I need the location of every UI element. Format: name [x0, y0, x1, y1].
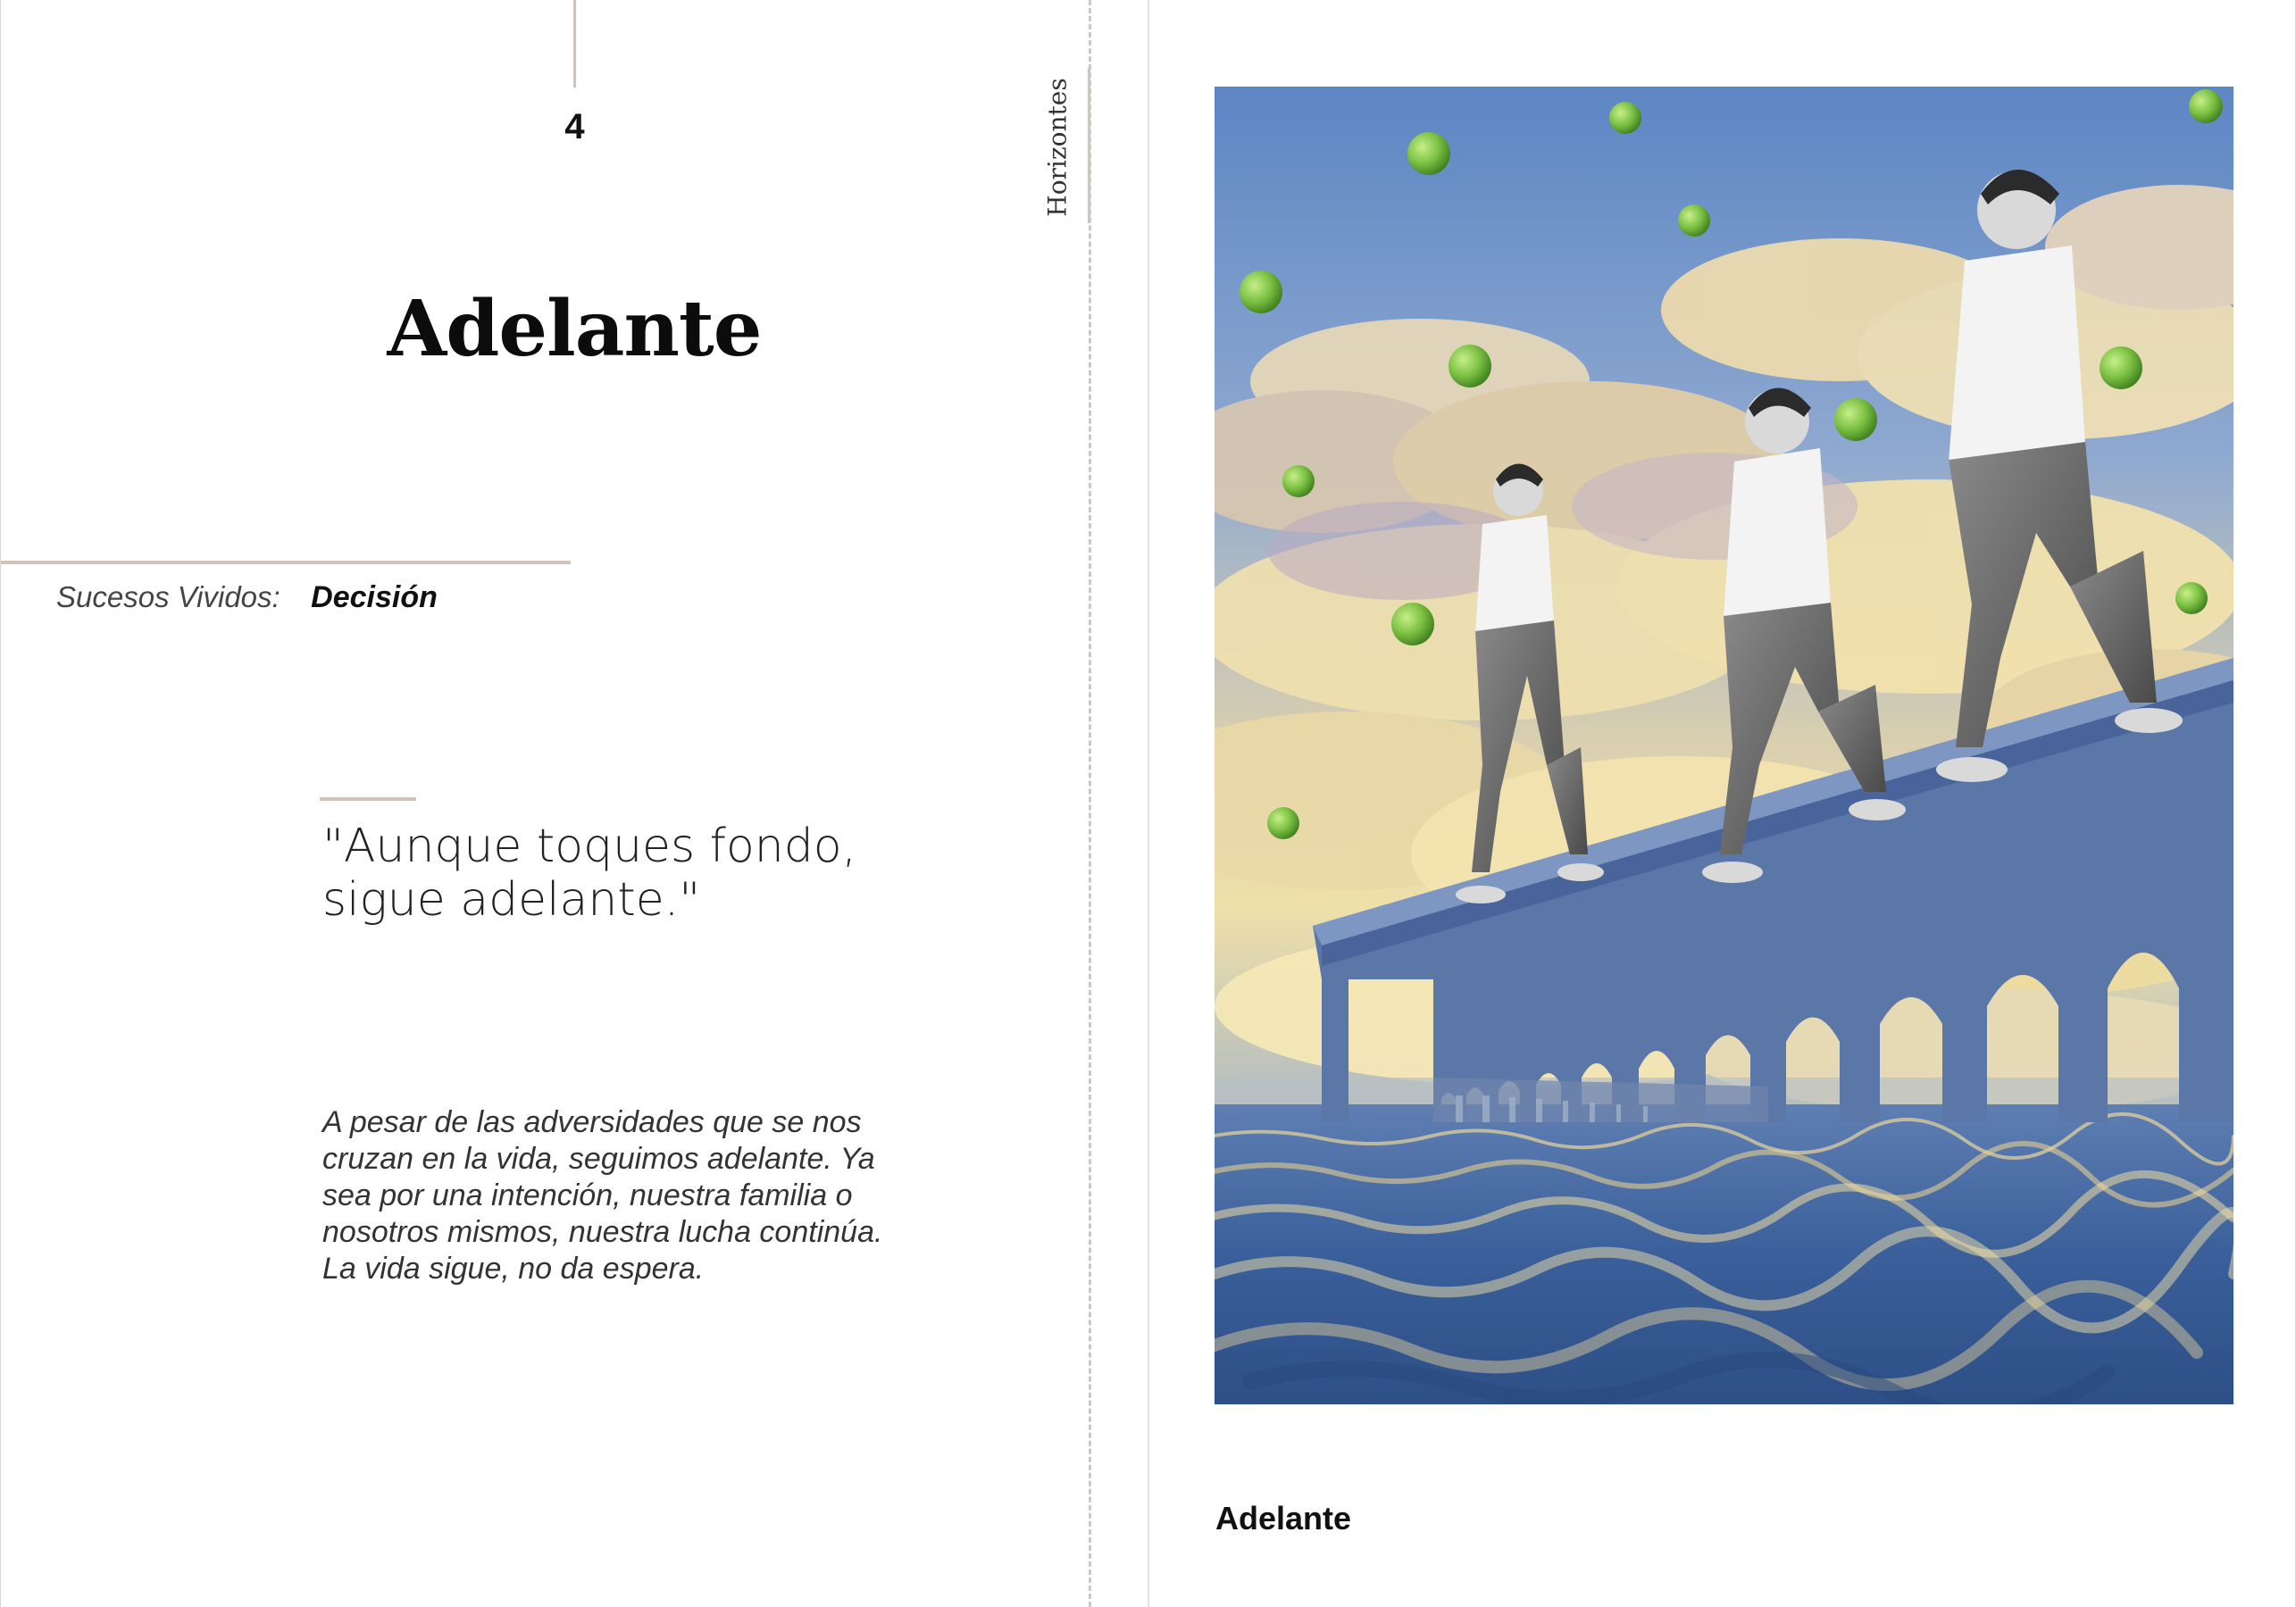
meta-row — [56, 580, 438, 615]
body-line: cruzan en la vida, seguimos adelante. Ya — [322, 1142, 875, 1176]
artwork-image — [1215, 87, 2233, 1404]
quote-accent-rule — [320, 797, 416, 801]
quote-line: sigue adelante." — [322, 873, 701, 927]
top-accent-rule — [573, 0, 576, 87]
gutter-dashed-line — [1089, 0, 1091, 1607]
page-edge — [1148, 0, 1149, 1607]
section-divider — [1, 561, 571, 564]
body-line: La vida sigue, no da espera. — [322, 1252, 705, 1286]
pull-quote — [322, 820, 876, 927]
meta-label: Sucesos Vividos: — [56, 580, 280, 613]
running-head-text: Horizontes — [1042, 78, 1073, 217]
meta-value: Decisión — [311, 580, 438, 614]
page-title: Adelante — [387, 284, 762, 374]
body-line: nosotros mismos, nuestra lucha continúa. — [322, 1215, 883, 1249]
body-line: A pesar de las adversidades que se nos — [322, 1105, 862, 1139]
running-head — [1033, 71, 1081, 223]
body-line: sea por una intención, nuestra familia o — [322, 1178, 853, 1212]
quote-line: "Aunque toques fondo, — [322, 820, 857, 873]
image-caption: Adelante — [1215, 1500, 1352, 1536]
body-paragraph — [322, 1104, 894, 1287]
page-number: 4 — [564, 107, 585, 146]
